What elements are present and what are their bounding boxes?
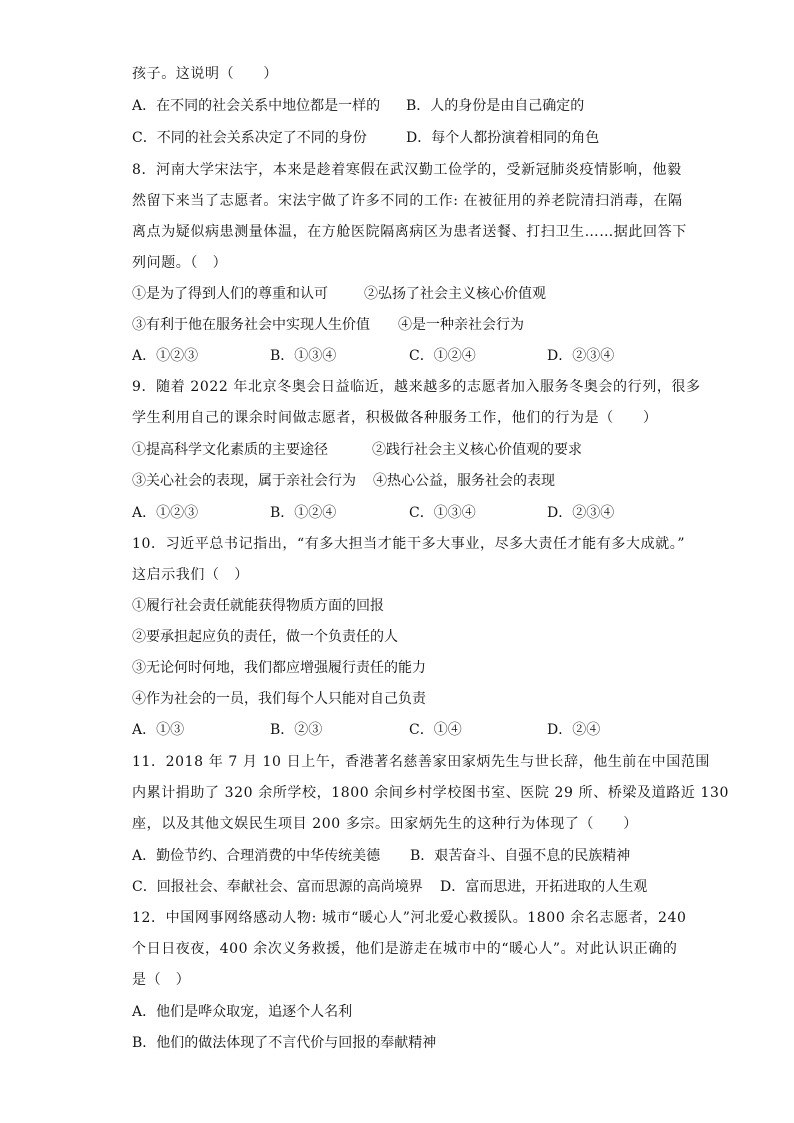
q8-statement-1: ①是为了得到人们的尊重和认可 bbox=[132, 286, 328, 302]
q12-line-2: 个日日夜夜，400 余次义务救援，他们是游走在城市中的“暖心人”。对此认识正确的 bbox=[132, 941, 678, 957]
q10-line-2: 这启示我们（ ） bbox=[132, 567, 249, 583]
q12-line-3: 是（ ） bbox=[132, 972, 191, 988]
q8-line-4: 列问题。（ ） bbox=[132, 255, 228, 271]
q8-option-b: B．①③④ bbox=[270, 348, 337, 364]
q10-option-c: C．①④ bbox=[409, 722, 462, 738]
q10-line-1: 10．习近平总书记指出，“有多大担当才能干多大事业，尽多大责任才能有多大成就。” bbox=[132, 536, 686, 552]
q7-stem: 孩子。这说明（ ） bbox=[132, 66, 278, 82]
q8-option-c: C．①②④ bbox=[409, 348, 476, 364]
q9-option-b: B．①②④ bbox=[270, 505, 337, 521]
q10-option-a: A．①③ bbox=[132, 722, 185, 738]
q11-line-1: 11．2018 年 7 月 10 日上午，香港著名慈善家田家炳先生与世长辞，他生前在中国范围 bbox=[132, 754, 711, 770]
q8-line-1: 8．河南大学宋法宇，本来是趁着寒假在武汉勤工俭学的，受新冠肺炎疫情影响，他毅 bbox=[132, 162, 682, 178]
q10-option-d: D．②④ bbox=[547, 722, 601, 738]
q9-statement-2: ②践行社会主义核心价值观的要求 bbox=[372, 442, 582, 458]
q10-statement-4: ④作为社会的一员，我们每个人只能对自己负责 bbox=[132, 691, 426, 707]
q11-option-c: C．回报社会、奉献社会、富而思源的高尚境界 bbox=[132, 879, 423, 895]
q8-statement-4: ④是一种亲社会行为 bbox=[398, 317, 524, 333]
q7-option-b: B．人的身份是由自己确定的 bbox=[406, 98, 585, 114]
q8-line-3: 离点为疑似病患测量体温，在方舱医院隔离病区为患者送餐、打扫卫生……据此回答下 bbox=[132, 224, 687, 240]
q10-statement-2: ②要承担起应负的责任，做一个负责任的人 bbox=[132, 629, 398, 645]
q9-option-a: A．①②③ bbox=[132, 505, 199, 521]
q9-line-1: 9．随着 2022 年北京冬奥会日益临近，越来越多的志愿者加入服务冬奥会的行列，很多 bbox=[132, 379, 701, 395]
q7-option-d: D．每个人都扮演着相同的角色 bbox=[406, 130, 600, 146]
q9-line-2: 学生利用自己的课余时间做志愿者，积极做各种服务工作，他们的行为是（ ） bbox=[132, 410, 658, 426]
q10-statement-3: ③无论何时何地，我们都应增强履行责任的能力 bbox=[132, 660, 426, 676]
q12-option-a: A．他们是哗众取宠，追逐个人名利 bbox=[132, 1004, 353, 1020]
q9-option-d: D．②③④ bbox=[547, 505, 615, 521]
q7-option-a: A．在不同的社会关系中地位都是一样的 bbox=[132, 98, 381, 114]
q11-line-2: 内累计捐助了 320 余所学校，1800 余间乡村学校图书室、医院 29 所、桥梁及道路近 130 bbox=[132, 785, 729, 801]
q9-option-c: C．①③④ bbox=[409, 505, 476, 521]
q11-option-b: B．艰苦奋斗、自强不息的民族精神 bbox=[410, 848, 631, 864]
q7-option-c: C．不同的社会关系决定了不同的身份 bbox=[132, 130, 367, 146]
q8-option-d: D．②③④ bbox=[547, 348, 615, 364]
q10-option-b: B．②③ bbox=[270, 722, 323, 738]
q12-option-b: B．他们的做法体现了不言代价与回报的奉献精神 bbox=[132, 1035, 437, 1051]
q8-line-2: 然留下来当了志愿者。宋法宇做了许多不同的工作: 在被征用的养老院清扫消毒，在隔 bbox=[132, 193, 683, 209]
q8-statement-2: ②弘扬了社会主义核心价值观 bbox=[364, 286, 546, 302]
q8-option-a: A．①②③ bbox=[132, 348, 199, 364]
q9-statement-4: ④热心公益，服务社会的表现 bbox=[373, 473, 555, 489]
q9-statement-3: ③关心社会的表现，属于亲社会行为 bbox=[132, 473, 356, 489]
q10-statement-1: ①履行社会责任就能获得物质方面的回报 bbox=[132, 598, 384, 614]
q11-option-a: A．勤俭节约、合理消费的中华传统美德 bbox=[132, 848, 381, 864]
q9-statement-1: ①提高科学文化素质的主要途径 bbox=[132, 442, 328, 458]
q12-line-1: 12．中国网事网络感动人物: 城市“暖心人”河北爱心救援队。1800 余名志愿者，240 bbox=[132, 910, 687, 926]
q11-line-3: 座，以及其他文娱民生项目 200 多宗。田家炳先生的这种行为体现了（ ） bbox=[132, 816, 638, 832]
q11-option-d: D．富而思进，开拓进取的人生观 bbox=[440, 879, 648, 895]
q8-statement-3: ③有利于他在服务社会中实现人生价值 bbox=[132, 317, 370, 333]
